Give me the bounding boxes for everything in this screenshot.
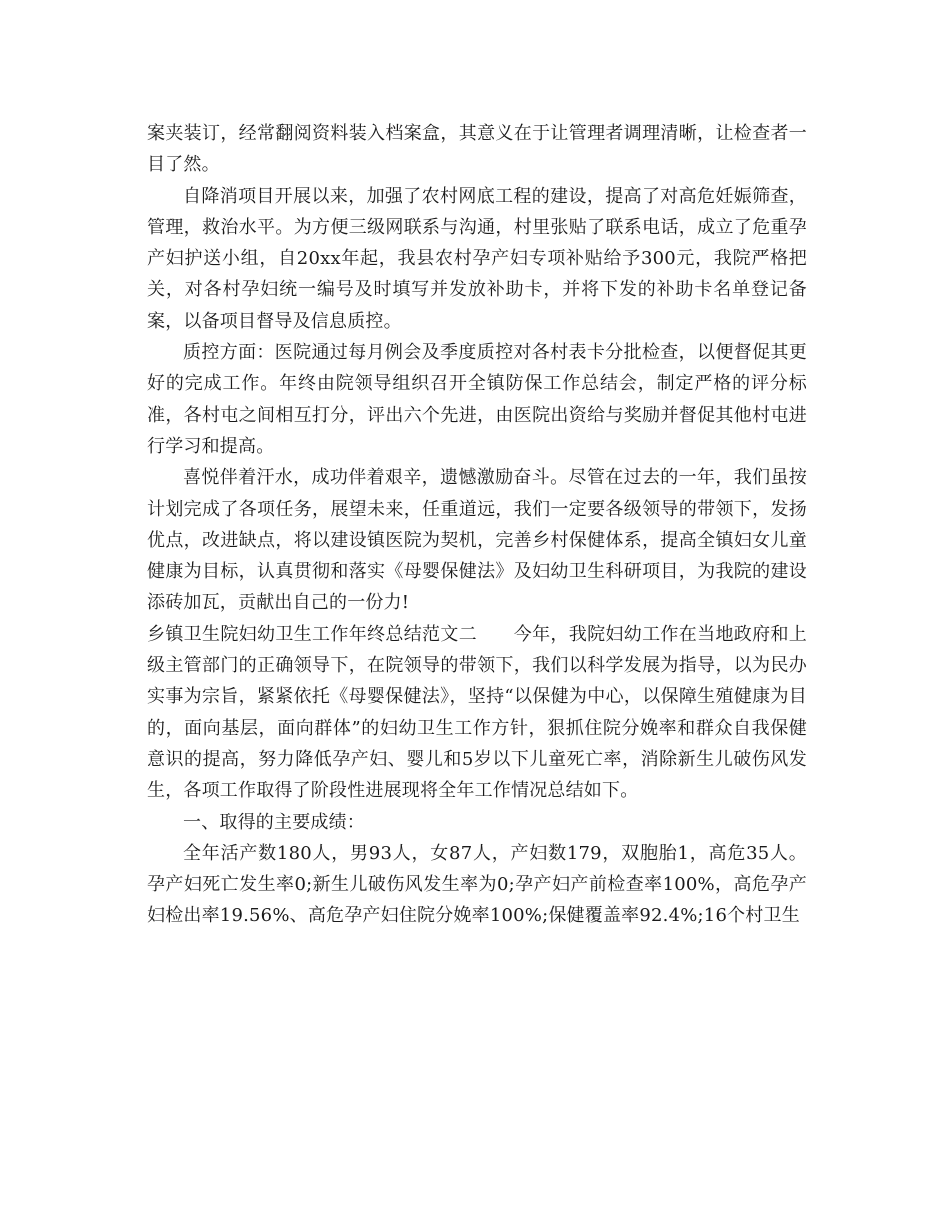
paragraph-6-subheading: 一、取得的主要成绩： <box>183 811 365 833</box>
paragraph-1: 案夹装订，经常翻阅资料装入档案盒，其意义在于让管理者调理清晰，让检查者一目了然。 <box>147 123 807 176</box>
paragraph-3: 质控方面：医院通过每月例会及季度质控对各村表卡分批检查，以便督促其更好的完成工作。年终由院领导组织召开全镇防保工作总结会，制定严格的评分标准，各村屯之间相互打分，评出六个先进，由医院出资给与奖励并督促其他村屯进行学习和提高。 <box>147 342 807 457</box>
paragraph-7-statistics: 全年活产数180人，男93人，女87人，产妇数179，双胞胎1，高危35人。孕产妇死亡发生率0;新生儿破伤风发生率为0;孕产妇产前检查率100%，高危孕产妇检出率19.56%、高危孕产妇住院分娩率100%;保健覆盖率92.4%;16个村卫生 <box>147 842 807 927</box>
document-page <box>147 118 807 932</box>
paragraph-5-section-heading: 乡镇卫生院妇幼卫生工作年终总结范文二 今年，我院妇幼工作在当地政府和上级主管部门的正确领导下，在院领导的带领下，我们以科学发展为指导，以为民办实事为宗旨，紧紧依托《母婴保健法》，坚持“以保健为中心，以保障生殖健康为目的，面向基层，面向群体”的妇幼卫生工作方针，狠抓住院分娩率和群众自我保健意识的提高，努力降低孕产妇、婴儿和5岁以下儿童死亡率，消除新生儿破伤风发生，各项工作取得了阶段性进展现将全年工作情况总结如下。 <box>147 623 807 802</box>
paragraph-4: 喜悦伴着汗水，成功伴着艰辛，遗憾激励奋斗。尽管在过去的一年，我们虽按计划完成了各项任务，展望未来，任重道远，我们一定要各级领导的带领下，发扬优点，改进缺点，将以建设镇医院为契机，完善乡村保健体系，提高全镇妇女儿童健康为目标，认真贯彻和落实《母婴保健法》及妇幼卫生科研项目，为我院的建设添砖加瓦，贡献出自己的一份力! <box>147 467 807 614</box>
paragraph-2: 自降消项目开展以来，加强了农村网底工程的建设，提高了对高危妊娠筛查，管理，救治水平。为方便三级网联系与沟通，村里张贴了联系电话，成立了危重孕产妇护送小组，自20xx年起，我县农村孕产妇专项补贴给予300元，我院严格把关，对各村孕妇统一编号及时填写并发放补助卡，并将下发的补助卡名单登记备案，以备项目督导及信息质控。 <box>147 185 807 332</box>
